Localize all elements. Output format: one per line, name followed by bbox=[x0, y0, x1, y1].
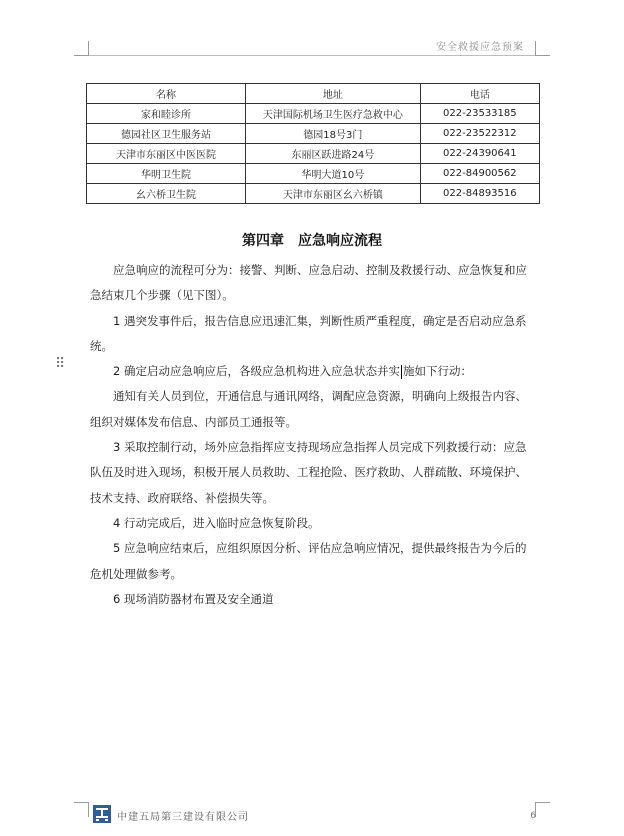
cell-name: 德园社区卫生服务站 bbox=[87, 124, 246, 144]
document-body[interactable] bbox=[90, 258, 536, 612]
table-row bbox=[87, 164, 540, 184]
paragraph-step-2 bbox=[90, 359, 536, 384]
document-header-title: 安全救援应急预案 bbox=[436, 42, 524, 53]
header-rule bbox=[88, 55, 536, 56]
drag-handle-icon[interactable]: ⠿ bbox=[55, 356, 66, 372]
company-logo-icon bbox=[93, 805, 111, 823]
cell-phone: 022-23533185 bbox=[420, 104, 539, 124]
medical-contacts-table bbox=[86, 83, 540, 204]
paragraph-step-3: 3 采取控制行动，场外应急指挥应支持现场应急指挥人员完成下列救援行动：应急队伍及时进入现场，积极开展人员救助、工程抢险、医疗救助、人群疏散、环境保护、技术支持、政府联络、补偿损失等。 bbox=[90, 440, 527, 505]
text-cursor bbox=[401, 365, 402, 379]
text-before-cursor: 2 确定启动应急响应后，各级应急机构进入应急状态并实 bbox=[113, 364, 400, 379]
column-header-phone: 电话 bbox=[420, 84, 539, 104]
paragraph-intro: 应急响应的流程可分为：接警、判断、应急启动、控制及救援行动、应急恢复和应急结束几个步骤（见下图）。 bbox=[90, 263, 527, 303]
column-header-address: 地址 bbox=[246, 84, 421, 104]
footer-company-name: 中建五局第三建设有限公司 bbox=[117, 812, 249, 823]
paragraph-step-6: 6 现场消防器材布置及安全通道 bbox=[113, 591, 274, 606]
crop-mark-top-left bbox=[74, 41, 89, 56]
page-number: 6 bbox=[530, 811, 536, 821]
paragraph-step-4: 4 行动完成后，进入临时应急恢复阶段。 bbox=[113, 515, 320, 530]
crop-mark-bottom-left bbox=[74, 802, 89, 817]
chapter-heading bbox=[0, 230, 624, 250]
cell-phone: 022-84900562 bbox=[420, 164, 539, 184]
column-header-name: 名称 bbox=[87, 84, 246, 104]
cell-name: 幺六桥卫生院 bbox=[87, 184, 246, 204]
table-row bbox=[87, 184, 540, 204]
cell-name: 华明卫生院 bbox=[87, 164, 246, 184]
cell-name: 天津市东丽区中医医院 bbox=[87, 144, 246, 164]
cell-address: 华明大道10号 bbox=[246, 164, 421, 184]
cell-name: 家和睦诊所 bbox=[87, 104, 246, 124]
paragraph-step-1: 1 遇突发事件后，报告信息应迅速汇集，判断性质严重程度，确定是否启动应急系统。 bbox=[90, 313, 527, 353]
crop-mark-bottom-right bbox=[535, 802, 550, 817]
cell-address: 天津国际机场卫生医疗急救中心 bbox=[246, 104, 421, 124]
cell-address: 德园18号3门 bbox=[246, 124, 421, 144]
table-row bbox=[87, 144, 540, 164]
crop-mark-top-right bbox=[535, 41, 550, 56]
cell-phone: 022-23522312 bbox=[420, 124, 539, 144]
table-header-row bbox=[87, 84, 540, 104]
table-row bbox=[87, 124, 540, 144]
chapter-number: 第四章 bbox=[242, 233, 284, 249]
table-row bbox=[87, 104, 540, 124]
cell-address: 东丽区跃进路24号 bbox=[246, 144, 421, 164]
chapter-title: 应急响应流程 bbox=[298, 233, 382, 249]
cell-phone: 022-84893516 bbox=[420, 184, 539, 204]
paragraph-step-2-detail: 通知有关人员到位，开通信息与通讯网络，调配应急资源，明确向上级报告内容、组织对媒体发布信息、内部员工通报等。 bbox=[90, 389, 527, 429]
cell-address: 天津市东丽区幺六桥镇 bbox=[246, 184, 421, 204]
paragraph-step-5: 5 应急响应结束后，应组织原因分析、评估应急响应情况，提供最终报告为今后的危机处理做参考。 bbox=[90, 541, 527, 581]
text-after-cursor: 施如下行动： bbox=[402, 364, 472, 379]
cell-phone: 022-24390641 bbox=[420, 144, 539, 164]
